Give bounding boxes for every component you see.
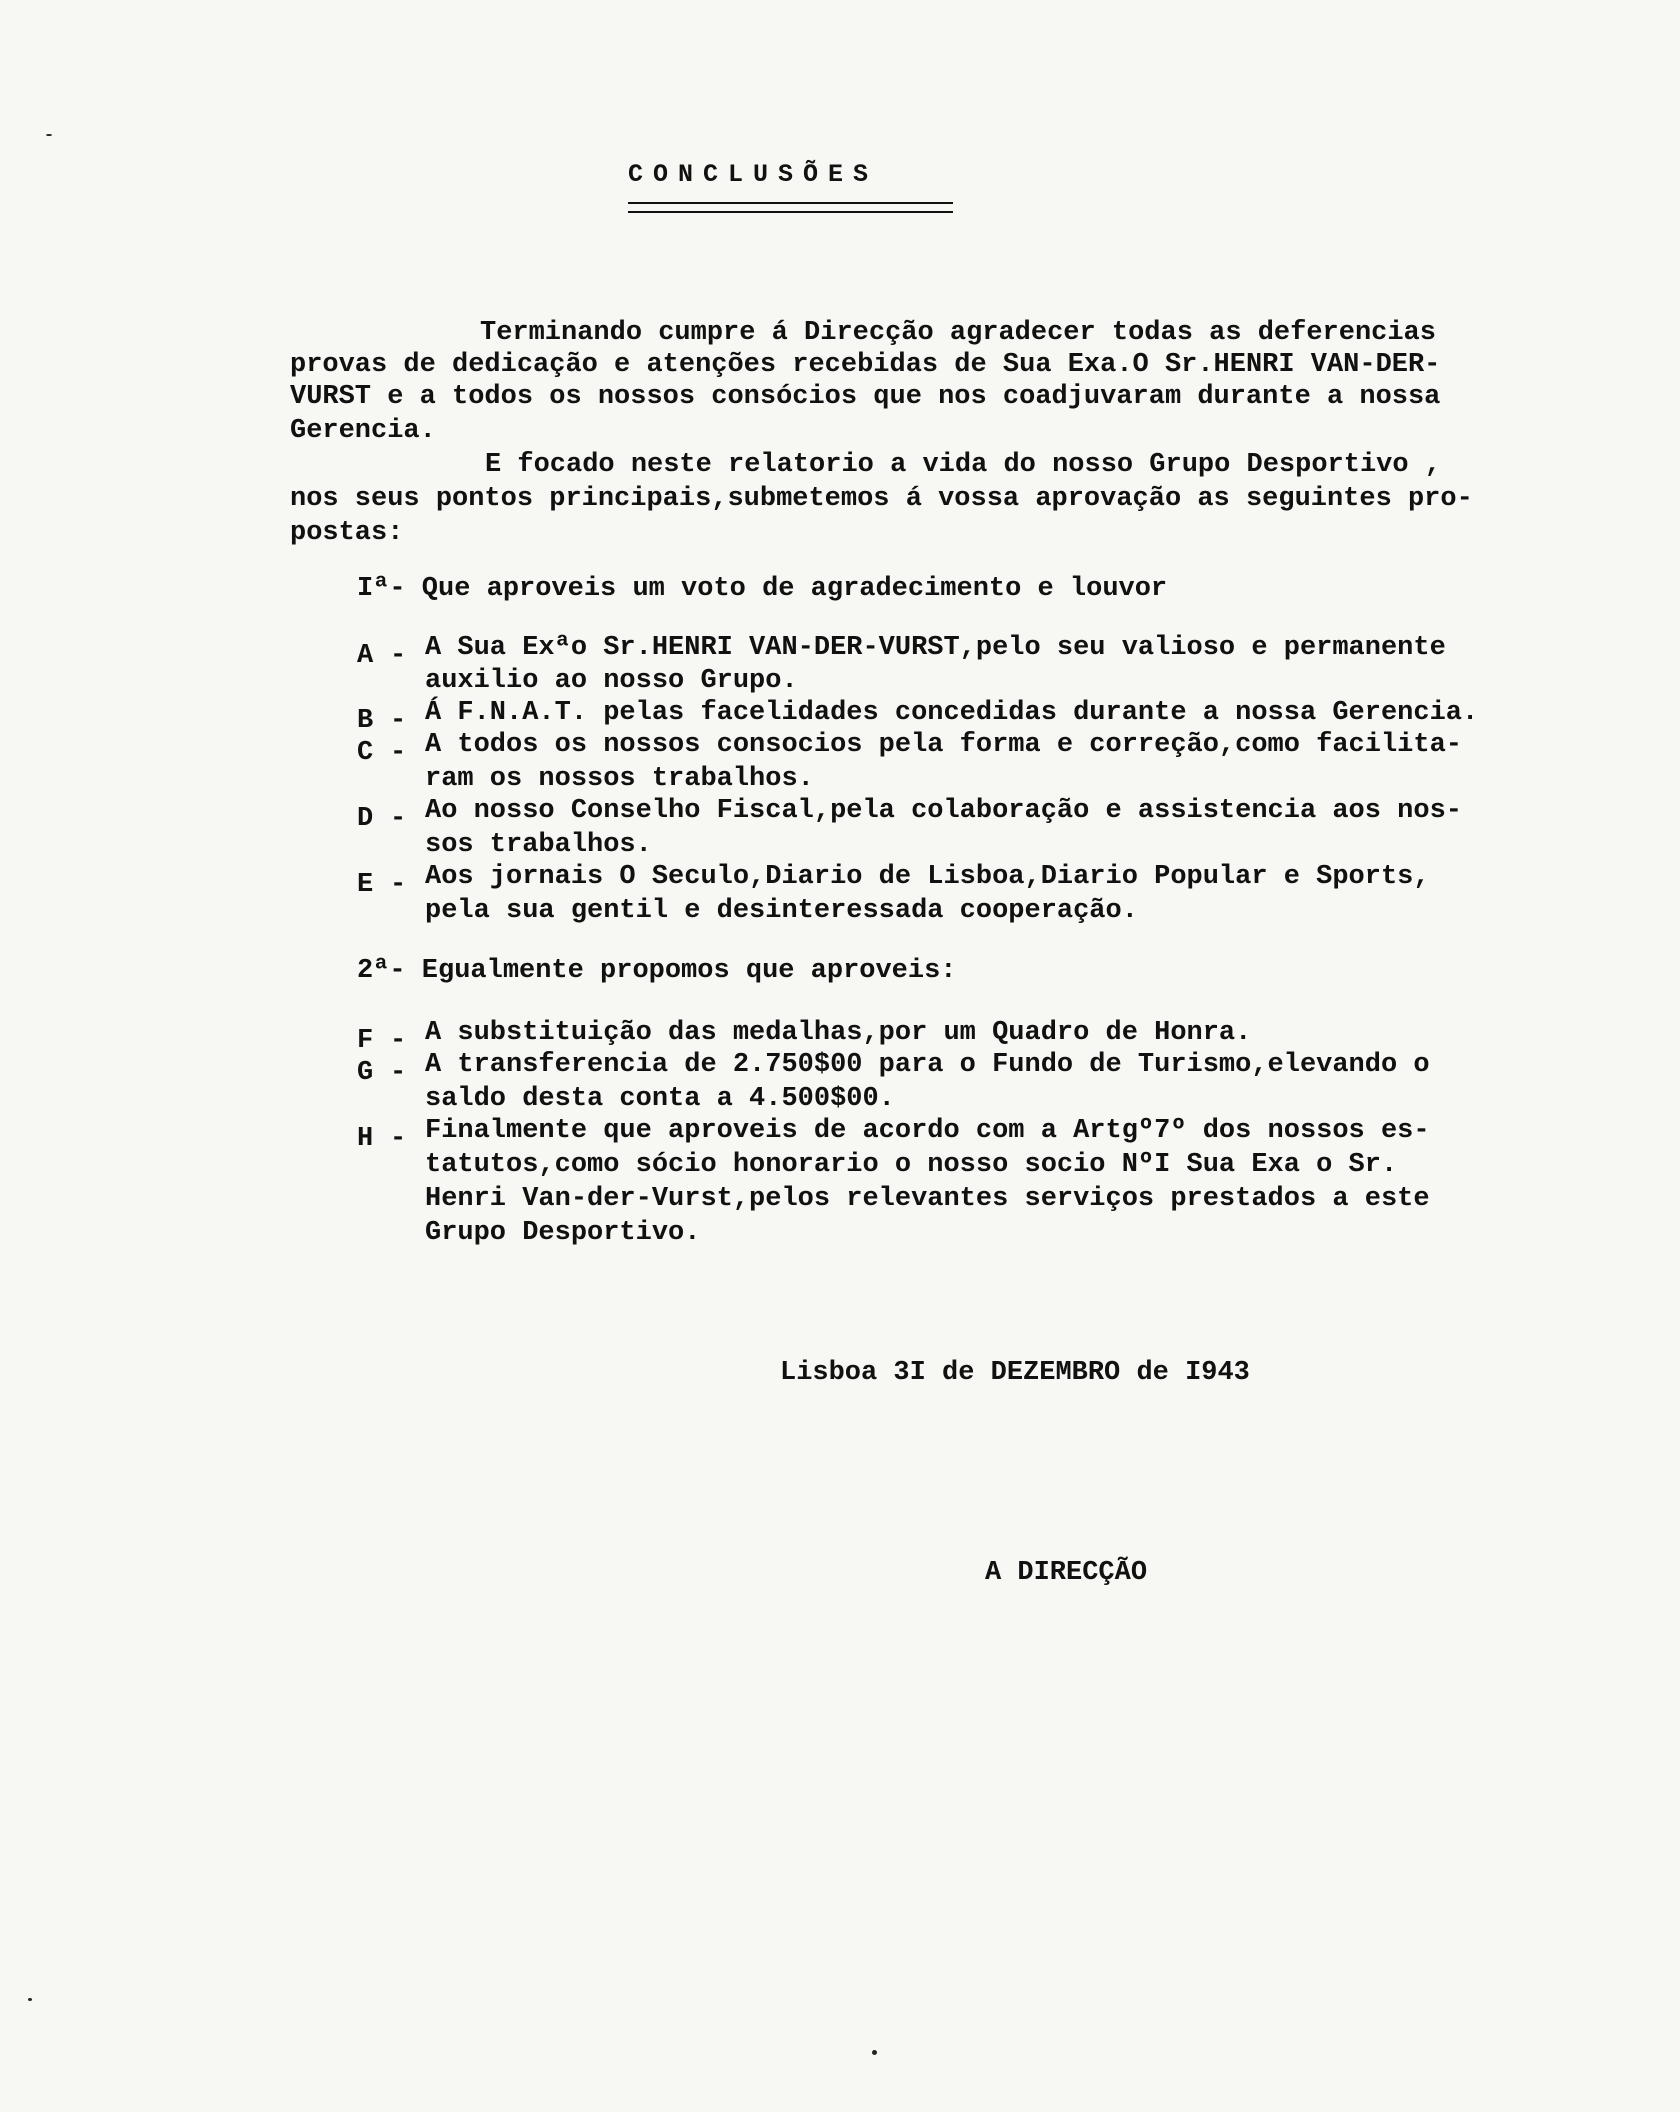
intro-line: Terminando cumpre á Direcção agradecer todas as deferencias	[480, 318, 1436, 348]
item-key: A	[357, 641, 374, 671]
item-line: Aos jornais O Seculo,Diario de Lisboa,Diario Popular e Sports,	[425, 862, 1430, 892]
page-title: CONCLUSÕES	[628, 160, 879, 189]
item-dash: -	[390, 870, 407, 900]
intro-line: E focado neste relatorio a vida do nosso Grupo Desportivo ,	[485, 450, 1441, 480]
item-dash: -	[390, 804, 407, 834]
item-dash: -	[390, 1058, 407, 1088]
item-key: D	[357, 804, 374, 834]
scan-speck	[46, 134, 52, 136]
item-key: E	[357, 870, 374, 900]
item-key: F	[357, 1026, 374, 1056]
item-dash: -	[390, 738, 407, 768]
title-underline	[628, 202, 953, 213]
item-key: H	[357, 1124, 374, 1154]
item-line: sos trabalhos.	[425, 830, 652, 860]
scan-speck	[872, 2050, 877, 2055]
item-dash: -	[390, 641, 407, 671]
intro-line: postas:	[290, 518, 404, 548]
item-key: G	[357, 1058, 374, 1088]
intro-line: VURST e a todos os nossos consócios que nos coadjuvaram durante a nossa	[290, 382, 1441, 412]
intro-line: Gerencia.	[290, 416, 436, 446]
scan-speck	[28, 1998, 32, 2001]
intro-line: provas de dedicação e atenções recebidas de Sua Exa.O Sr.HENRI VAN-DER-	[290, 350, 1441, 380]
item-line: A Sua Exªo Sr.HENRI VAN-DER-VURST,pelo seu valioso e permanente	[425, 633, 1446, 663]
item-line: Henri Van-der-Vurst,pelos relevantes serviços prestados a este	[425, 1184, 1430, 1214]
item-line: Finalmente que aproveis de acordo com a Artgº7º dos nossos es-	[425, 1116, 1430, 1146]
item-line: ram os nossos trabalhos.	[425, 764, 814, 794]
item-key: B	[357, 706, 374, 736]
intro-line: nos seus pontos principais,submetemos á vossa aprovação as seguintes pro-	[290, 484, 1473, 514]
item-line: A transferencia de 2.750$00 para o Fundo de Turismo,elevando o	[425, 1050, 1430, 1080]
item-line: Ao nosso Conselho Fiscal,pela colaboração e assistencia aos nos-	[425, 796, 1462, 826]
signature: A DIRECÇÃO	[985, 1558, 1148, 1588]
section-heading: Iª- Que aproveis um voto de agradecimento e louvor	[357, 574, 1168, 604]
item-dash: -	[390, 1026, 407, 1056]
section-heading: 2ª- Egualmente propomos que aproveis:	[357, 956, 957, 986]
item-line: Á F.N.A.T. pelas facelidades concedidas durante a nossa Gerencia.	[425, 698, 1479, 728]
item-line: tatutos,como sócio honorario o nosso socio NºI Sua Exa o Sr.	[425, 1150, 1398, 1180]
item-line: saldo desta conta a 4.500$00.	[425, 1084, 895, 1114]
place-date: Lisboa 3I de DEZEMBRO de I943	[780, 1358, 1250, 1388]
item-dash: -	[390, 1124, 407, 1154]
item-line: pela sua gentil e desinteressada cooperação.	[425, 896, 1138, 926]
item-dash: -	[390, 706, 407, 736]
item-line: auxilio ao nosso Grupo.	[425, 666, 798, 696]
item-key: C	[357, 738, 374, 768]
item-line: Grupo Desportivo.	[425, 1218, 701, 1248]
item-line: A todos os nossos consocios pela forma e correção,como facilita-	[425, 730, 1462, 760]
item-line: A substituição das medalhas,por um Quadro de Honra.	[425, 1018, 1252, 1048]
